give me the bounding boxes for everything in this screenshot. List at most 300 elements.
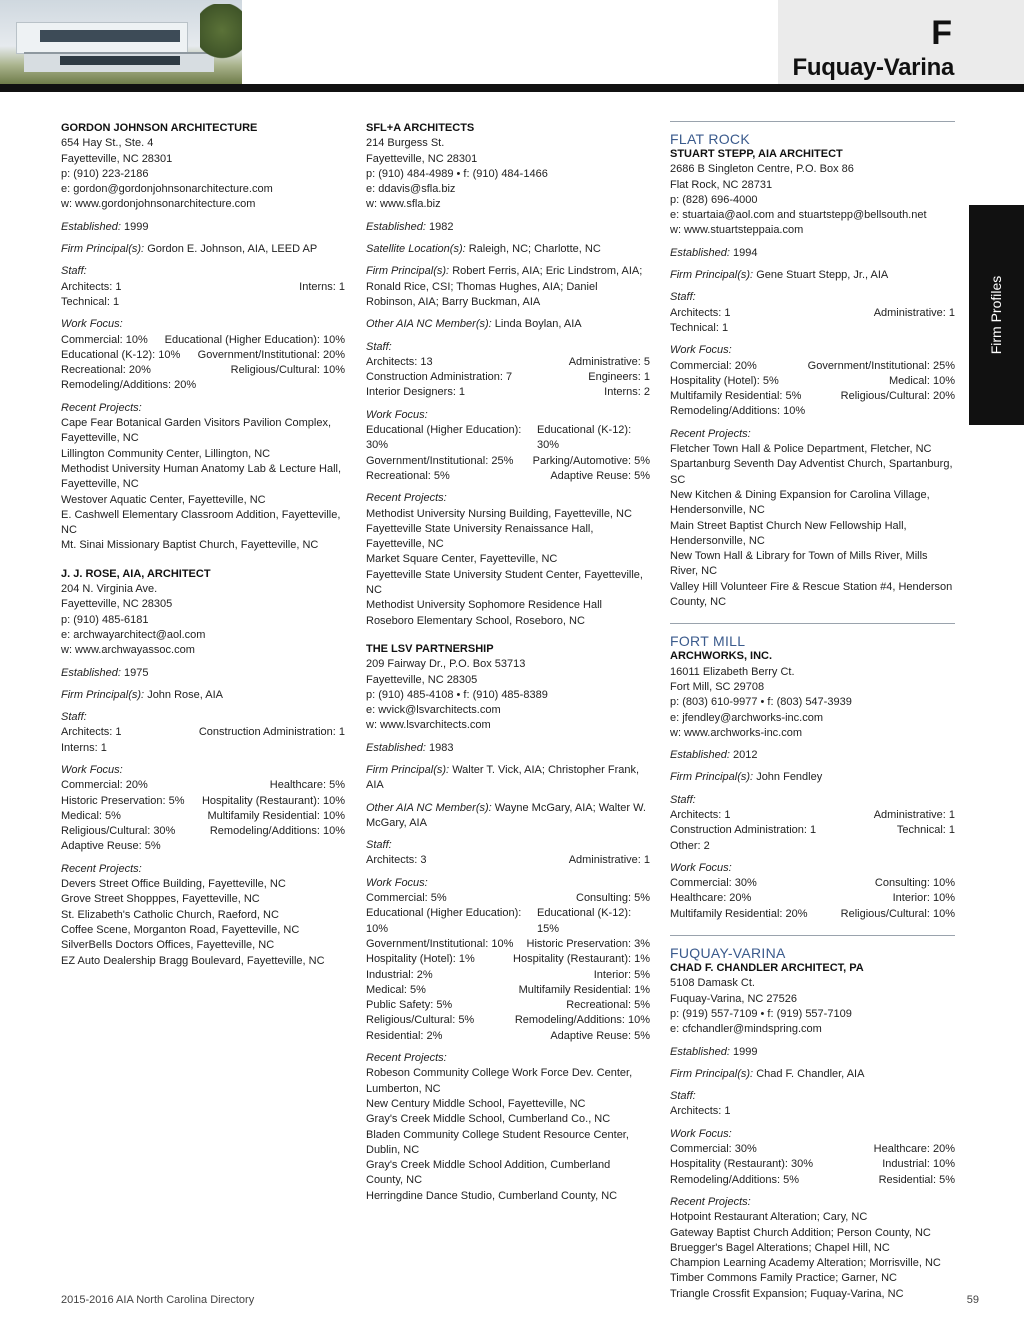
column-3 [670, 121, 955, 1315]
section-label: Recent Projects: [670, 1195, 751, 1208]
stat-right: Religious/Cultural: 10% [840, 907, 955, 920]
stat-row [61, 794, 345, 809]
section-divider [670, 935, 955, 936]
profile-section [366, 763, 650, 794]
firm-contact-line: 16011 Elizabeth Berry Ct. [670, 665, 795, 678]
profile-section [366, 801, 650, 832]
section-value: Linda Boylan, AIA [494, 318, 582, 331]
stat-row [61, 333, 345, 348]
section-line [61, 688, 345, 703]
stat-right: Administrative: 1 [568, 854, 650, 867]
profile-section [670, 1195, 955, 1302]
stat-left: Architects: 1 [61, 726, 122, 739]
stat-left: Residential: 2% [366, 1029, 443, 1042]
header-building-photo [0, 0, 242, 84]
section-label: Staff: [366, 340, 392, 353]
firm-profile [670, 121, 955, 610]
stat-row [366, 385, 650, 400]
project-item: Timber Commons Family Practice; Garner, NC [670, 1272, 897, 1285]
project-item: Gateway Baptist Church Addition; Person County, NC [670, 1226, 931, 1239]
firm-contact-line: p: (828) 696-4000 [670, 193, 758, 206]
section-label: Recent Projects: [366, 492, 447, 505]
project-item: Hotpoint Restaurant Alteration; Cary, NC [670, 1211, 868, 1224]
section-value: Robert Ferris, AIA; Eric Lindstrom, AIA; Ronald Rice, CSI; Thomas Hughes, AIA; Daniel Robinson, AIA; Barry Buckman, AIA [366, 265, 643, 308]
profile-section [366, 876, 650, 1044]
section-line [366, 763, 650, 794]
firm-contact-line: p: (910) 223-2186 [61, 167, 149, 180]
section-line [670, 1067, 955, 1082]
stat-left: Religious/Cultural: 5% [366, 1014, 475, 1027]
project-item: Fayetteville State University Renaissance Hall, Fayetteville, NC [366, 522, 594, 551]
project-item: Main Street Baptist Church New Fellowship Hall, Hendersonville, NC [670, 519, 907, 547]
firm-name: THE LSV PARTNERSHIP [366, 642, 494, 655]
stat-right: Educational (K-12): 30% [536, 424, 632, 452]
column-2 [366, 121, 650, 1217]
stat-left: Architects: 1 [670, 306, 731, 319]
project-item: New Century Middle School, Fayetteville, NC [366, 1097, 586, 1110]
stat-row [366, 454, 650, 469]
firm-contact-line: 5108 Damask Ct. [670, 977, 755, 990]
stat-row [61, 363, 345, 378]
firm-profile [61, 567, 345, 969]
profile-section [670, 268, 955, 283]
stat-left: Historic Preservation: 5% [61, 794, 185, 807]
firm-name: STUART STEPP, AIA ARCHITECT [670, 148, 843, 160]
section-value: Walter T. Vick, AIA; Christopher Frank, AIA [366, 763, 640, 792]
project-item: Valley Hill Volunteer Fire & Rescue Station #4, Henderson County, NC [670, 580, 953, 609]
stat-right: Religious/Cultural: 20% [840, 390, 955, 403]
section-label: Firm Principal(s): [366, 763, 450, 776]
section-line [670, 748, 955, 763]
project-item: New Town Hall & Library for Town of Mills River, Mills River, NC [670, 550, 928, 578]
stat-left: Medical: 5% [61, 809, 121, 822]
profile-section [366, 220, 650, 235]
firm-name: CHAD F. CHANDLER ARCHITECT, PA [670, 962, 864, 975]
stat-row [670, 823, 955, 838]
stat-row [61, 725, 345, 740]
project-item: Grove Street Shopppes, Fayetteville, NC [61, 893, 260, 906]
firm-profile [366, 121, 650, 629]
section-label: Work Focus: [61, 318, 123, 331]
stat-row [670, 876, 955, 891]
section-line [61, 220, 345, 235]
stat-row [670, 1104, 955, 1119]
stat-row [670, 306, 955, 321]
stat-left: Commercial: 30% [670, 1143, 757, 1156]
project-item: Gray's Creek Middle School, Cumberland Co., NC [366, 1113, 611, 1126]
profile-section [366, 340, 650, 401]
city-heading: FLAT ROCK [670, 131, 750, 147]
firm-contact-line: p: (910) 485-4108 • f: (910) 485-8389 [366, 688, 548, 701]
section-label: Recent Projects: [670, 427, 751, 440]
section-label: Firm Principal(s): [366, 265, 450, 278]
project-item: Herringdine Dance Studio, Cumberland County, NC [366, 1189, 618, 1202]
stat-right: Hospitality (Restaurant): 10% [201, 794, 345, 807]
profile-section [670, 290, 955, 336]
section-label: Other AIA NC Member(s): [366, 318, 492, 331]
stat-row [670, 359, 955, 374]
stat-left: Construction Administration: 1 [670, 824, 817, 837]
profile-section [366, 838, 650, 869]
firm-contact-line: e: jfendley@archworks-inc.com [670, 711, 823, 724]
stat-left: Adaptive Reuse: 5% [61, 840, 161, 853]
section-value: Wayne McGary, AIA; Walter W. McGary, AIA [366, 801, 646, 829]
firm-contact-line: w: www.lsvarchitects.com [366, 719, 491, 732]
section-label: Firm Principal(s): [670, 269, 754, 282]
project-item: Lillington Community Center, Lillington, NC [61, 447, 271, 460]
section-value: 1982 [429, 220, 454, 233]
firm-contact-line: e: cfchandler@mindspring.com [670, 1023, 822, 1036]
stat-left: Educational (K-12): 10% [61, 348, 181, 361]
profile-section [61, 862, 345, 969]
firm-name: SFL+A ARCHITECTS [366, 122, 475, 134]
stat-row [366, 937, 650, 952]
side-tab-label: Firm Profiles [988, 275, 1004, 355]
profile-section [61, 688, 345, 703]
profile-section [670, 1127, 955, 1188]
section-value: Gene Stuart Stepp, Jr., AIA [756, 269, 889, 282]
section-value: 1994 [733, 246, 758, 259]
stat-left: Religious/Cultural: 30% [61, 825, 176, 838]
stat-left: Hospitality (Restaurant): 30% [670, 1158, 814, 1171]
stat-left: Multifamily Residential: 5% [670, 390, 802, 403]
section-label: Recent Projects: [61, 862, 142, 875]
section-line [61, 242, 345, 257]
stat-row [670, 321, 955, 336]
profile-section [366, 317, 650, 332]
section-label: Firm Principal(s): [61, 243, 145, 256]
page-number: 59 [966, 1294, 979, 1306]
section-value: John Rose, AIA [147, 688, 224, 701]
stat-row [61, 809, 345, 824]
section-label: Recent Projects: [366, 1052, 447, 1065]
stat-row [366, 998, 650, 1013]
stat-left: Industrial: 2% [366, 968, 433, 981]
section-value: Chad F. Chandler, AIA [756, 1067, 865, 1080]
stat-row [61, 824, 345, 839]
firm-contact-line: e: stuartaia@aol.com and stuartstepp@bellsouth.net [670, 209, 927, 222]
stat-left: Healthcare: 20% [670, 892, 752, 905]
stat-right: Interns: 1 [299, 280, 345, 293]
section-line [670, 246, 955, 261]
profile-section [670, 1067, 955, 1082]
section-line [366, 741, 650, 756]
stat-right: Interior: 5% [593, 968, 650, 981]
section-divider [670, 623, 955, 624]
profile-section [670, 246, 955, 261]
stat-row [670, 389, 955, 404]
section-line [366, 264, 650, 310]
profile-section [366, 242, 650, 257]
header-rule [0, 84, 1024, 92]
firm-name: ARCHWORKS, INC. [670, 650, 773, 663]
profile-section [670, 748, 955, 763]
stat-left: Educational (Higher Education): 30% [366, 424, 522, 452]
city-heading: FUQUAY-VARINA [670, 945, 786, 962]
stat-left: Technical: 1 [670, 321, 729, 334]
stat-right: Recreational: 5% [566, 999, 650, 1012]
stat-row [366, 983, 650, 998]
project-item: Fayetteville State University Student Center, Fayetteville, NC [366, 568, 643, 597]
firm-contact-line: 209 Fairway Dr., P.O. Box 53713 [366, 658, 526, 671]
profile-section [670, 1045, 955, 1060]
stat-right: Remodeling/Additions: 10% [209, 825, 345, 838]
section-label: Work Focus: [366, 876, 428, 889]
section-value: 1983 [429, 741, 454, 754]
stat-left: Architects: 1 [61, 280, 122, 293]
stat-row [366, 891, 650, 906]
profile-section [670, 343, 955, 419]
stat-right: Religious/Cultural: 10% [230, 364, 345, 377]
section-value: John Fendley [756, 771, 823, 784]
firm-contact-line: e: gordon@gordonjohnsonarchitecture.com [61, 183, 273, 196]
section-label: Work Focus: [366, 408, 428, 421]
stat-row [366, 853, 650, 868]
stat-right: Engineers: 1 [588, 371, 650, 384]
stat-row [366, 952, 650, 967]
stat-row [670, 891, 955, 906]
section-line [366, 801, 650, 832]
stat-left: Architects: 13 [366, 355, 433, 368]
stat-row [61, 839, 345, 854]
stat-left: Remodeling/Additions: 10% [670, 405, 806, 418]
section-value: 1975 [124, 666, 149, 679]
stat-right: Administrative: 1 [873, 808, 955, 821]
firm-contact-line: e: ddavis@sfla.biz [366, 183, 456, 196]
stat-row [670, 1157, 955, 1172]
profile-section [670, 427, 955, 611]
section-label: Satellite Location(s): [366, 243, 466, 256]
section-label: Established: [366, 220, 426, 233]
stat-row [366, 1013, 650, 1028]
stat-left: Technical: 1 [61, 295, 120, 308]
section-label: Other AIA NC Member(s): [366, 801, 492, 814]
stat-row [366, 1029, 650, 1044]
stat-right: Educational (Higher Education): 10% [164, 333, 345, 346]
firm-contact-line: Flat Rock, NC 28731 [670, 178, 773, 191]
stat-row [366, 469, 650, 484]
stat-row [61, 378, 345, 393]
section-value: Gordon E. Johnson, AIA, LEED AP [147, 243, 318, 256]
project-item: Roseboro Elementary School, Roseboro, NC [366, 614, 585, 627]
section-value: 1999 [124, 220, 149, 233]
section-line [366, 220, 650, 235]
section-label: Staff: [61, 265, 87, 278]
profile-section [366, 1051, 650, 1204]
city-heading: FORT MILL [670, 633, 746, 650]
section-value: 1999 [733, 1045, 758, 1058]
section-label: Recent Projects: [61, 401, 142, 414]
firm-contact-line: e: wvick@lsvarchitects.com [366, 704, 501, 717]
project-item: Fletcher Town Hall & Police Department, Fletcher, NC [670, 443, 932, 456]
section-label: Established: [61, 666, 121, 679]
stat-right: Government/Institutional: 20% [197, 348, 345, 361]
stat-right: Government/Institutional: 25% [807, 359, 955, 372]
firm-contact-line: p: (803) 610-9977 • f: (803) 547-3939 [670, 696, 852, 709]
stat-row [670, 907, 955, 922]
section-label: Work Focus: [670, 344, 732, 357]
section-label: Work Focus: [670, 861, 732, 874]
stat-left: Government/Institutional: 10% [366, 937, 514, 950]
profile-section [670, 770, 955, 785]
section-label: Staff: [670, 1090, 696, 1103]
firm-contact-line: p: (919) 557-7109 • f: (919) 557-7109 [670, 1007, 852, 1020]
stat-right: Multifamily Residential: 10% [207, 809, 345, 822]
firm-name: GORDON JOHNSON ARCHITECTURE [61, 122, 258, 134]
profile-section [670, 861, 955, 922]
stat-right: Healthcare: 20% [873, 1143, 955, 1156]
section-line [61, 666, 345, 681]
stat-left: Commercial: 5% [366, 892, 447, 905]
stat-row [366, 423, 650, 454]
firm-contact-line: Fayetteville, NC 28305 [366, 673, 478, 686]
stat-left: Educational (Higher Education): 10% [366, 907, 522, 935]
project-item: Robeson Community College Work Force Dev. Center, Lumberton, NC [366, 1067, 633, 1095]
footer-directory-title: 2015-2016 AIA North Carolina Directory [61, 1294, 255, 1306]
stat-right: Multifamily Residential: 1% [518, 983, 650, 996]
firm-profile [366, 642, 650, 1204]
profile-section [61, 220, 345, 235]
section-line [670, 1045, 955, 1060]
firm-profile [670, 623, 955, 922]
stat-row [366, 370, 650, 385]
profile-section [366, 491, 650, 629]
firm-contact-line: Fayetteville, NC 28305 [61, 598, 173, 611]
stat-right: Healthcare: 5% [269, 779, 345, 792]
firm-contact-line: w: www.stuartsteppaia.com [670, 224, 804, 237]
stat-right: Industrial: 10% [882, 1158, 955, 1171]
stat-right: Administrative: 5 [568, 355, 650, 368]
project-item: St. Elizabeth's Catholic Church, Raeford, NC [61, 908, 279, 921]
project-item: Gray's Creek Middle School Addition, Cumberland County, NC [366, 1159, 611, 1187]
firm-contact-line: 654 Hay St., Ste. 4 [61, 137, 154, 150]
profile-section [61, 401, 345, 554]
stat-row [61, 778, 345, 793]
stat-left: Public Safety: 5% [366, 999, 453, 1012]
side-tab [969, 205, 1024, 425]
stat-right: Interior: 10% [892, 892, 955, 905]
profile-section [366, 408, 650, 484]
project-item: Mt. Sinai Missionary Baptist Church, Fayetteville, NC [61, 539, 319, 552]
stat-left: Architects: 3 [366, 854, 427, 867]
stat-left: Architects: 1 [670, 1105, 731, 1118]
stat-left: Government/Institutional: 25% [366, 454, 514, 467]
section-label: Firm Principal(s): [61, 688, 145, 701]
firm-name: J. J. ROSE, AIA, ARCHITECT [61, 567, 211, 580]
stat-left: Construction Administration: 7 [366, 371, 513, 384]
stat-right: Administrative: 1 [873, 306, 955, 319]
firm-contact-line: p: (910) 485-6181 [61, 613, 149, 626]
section-label: Staff: [670, 291, 696, 304]
profile-section [366, 741, 650, 756]
stat-left: Architects: 1 [670, 808, 731, 821]
stat-left: Recreational: 20% [61, 364, 151, 377]
section-label: Work Focus: [670, 1127, 732, 1140]
stat-left: Commercial: 30% [670, 877, 757, 890]
project-item: Bladen Community College Student Resource Center, Dublin, NC [366, 1128, 629, 1156]
stat-right: Adaptive Reuse: 5% [550, 1029, 650, 1042]
section-label: Firm Principal(s): [670, 771, 754, 784]
firm-contact-line: w: www.sfla.biz [366, 198, 441, 211]
stat-row [366, 355, 650, 370]
project-item: Methodist University Sophomore Residence Hall [366, 599, 602, 612]
project-item: Westover Aquatic Center, Fayetteville, NC [61, 493, 266, 506]
firm-contact-line: w: www.archwayassoc.com [61, 644, 195, 657]
stat-right: Educational (K-12): 15% [536, 907, 632, 935]
stat-right: Construction Administration: 1 [198, 726, 345, 739]
stat-left: Recreational: 5% [366, 469, 450, 482]
stat-left: Commercial: 20% [61, 779, 148, 792]
firm-contact-line: w: www.gordonjohnsonarchitecture.com [61, 198, 256, 211]
stat-right: Adaptive Reuse: 5% [550, 469, 650, 482]
section-line [366, 317, 650, 332]
project-item: Devers Street Office Building, Fayetteville, NC [61, 878, 286, 891]
stat-row [61, 348, 345, 363]
section-divider [670, 121, 955, 122]
stat-left: Medical: 5% [366, 983, 426, 996]
firm-contact-line: Fuquay-Varina, NC 27526 [670, 992, 797, 1005]
profile-section [61, 264, 345, 310]
page-title: Fuquay-Varina [792, 54, 954, 81]
stat-left: Commercial: 10% [61, 333, 148, 346]
section-line [670, 770, 955, 785]
section-label: Established: [670, 1045, 730, 1058]
firm-contact-line: Fort Mill, SC 29708 [670, 680, 765, 693]
section-label: Firm Principal(s): [670, 1067, 754, 1080]
project-item: Coffee Scene, Morganton Road, Fayetteville, NC [61, 923, 300, 936]
profile-section [366, 264, 650, 310]
profile-section [61, 317, 345, 393]
project-item: Methodist University Nursing Building, Fayetteville, NC [366, 507, 632, 520]
stat-right: Consulting: 5% [576, 892, 650, 905]
section-label: Staff: [366, 839, 392, 852]
project-item: Triangle Crossfit Expansion; Fuquay-Varina, NC [670, 1287, 904, 1300]
section-label: Established: [670, 246, 730, 259]
stat-right: Consulting: 10% [874, 877, 955, 890]
stat-left: Other: 2 [670, 839, 710, 852]
project-item: SilverBells Doctors Offices, Fayetteville, NC [61, 939, 275, 952]
section-label: Work Focus: [61, 763, 123, 776]
stat-right: Medical: 10% [888, 374, 955, 387]
stat-left: Multifamily Residential: 20% [670, 907, 808, 920]
stat-right: Hospitality (Restaurant): 1% [513, 953, 650, 966]
stat-right: Technical: 1 [896, 824, 955, 837]
project-item: EZ Auto Dealership Bragg Boulevard, Fayetteville, NC [61, 954, 325, 967]
stat-row [670, 808, 955, 823]
section-line [366, 242, 650, 257]
project-item: E. Cashwell Elementary Classroom Addition, Fayetteville, NC [61, 508, 341, 537]
stat-left: Hospitality (Hotel): 5% [670, 374, 779, 387]
firm-contact-line: 214 Burgess St. [366, 137, 445, 150]
stat-row [670, 1173, 955, 1188]
stat-left: Commercial: 20% [670, 359, 757, 372]
project-item: New Kitchen & Dining Expansion for Carolina Village, Hendersonville, NC [670, 488, 930, 517]
section-value: 2012 [733, 749, 758, 762]
stat-row [670, 374, 955, 389]
project-item: Methodist University Human Anatomy Lab & Lecture Hall, Fayetteville, NC [61, 462, 342, 491]
stat-left: Interns: 1 [61, 741, 107, 754]
project-item: Market Square Center, Fayetteville, NC [366, 553, 558, 566]
profile-section [670, 793, 955, 854]
stat-row [670, 839, 955, 854]
section-label: Established: [61, 220, 121, 233]
profile-section [61, 710, 345, 756]
stat-row [670, 1142, 955, 1157]
firm-profile [670, 935, 955, 1302]
stat-right: Interns: 2 [604, 386, 650, 399]
stat-row [61, 295, 345, 310]
stat-right: Historic Preservation: 3% [526, 937, 650, 950]
